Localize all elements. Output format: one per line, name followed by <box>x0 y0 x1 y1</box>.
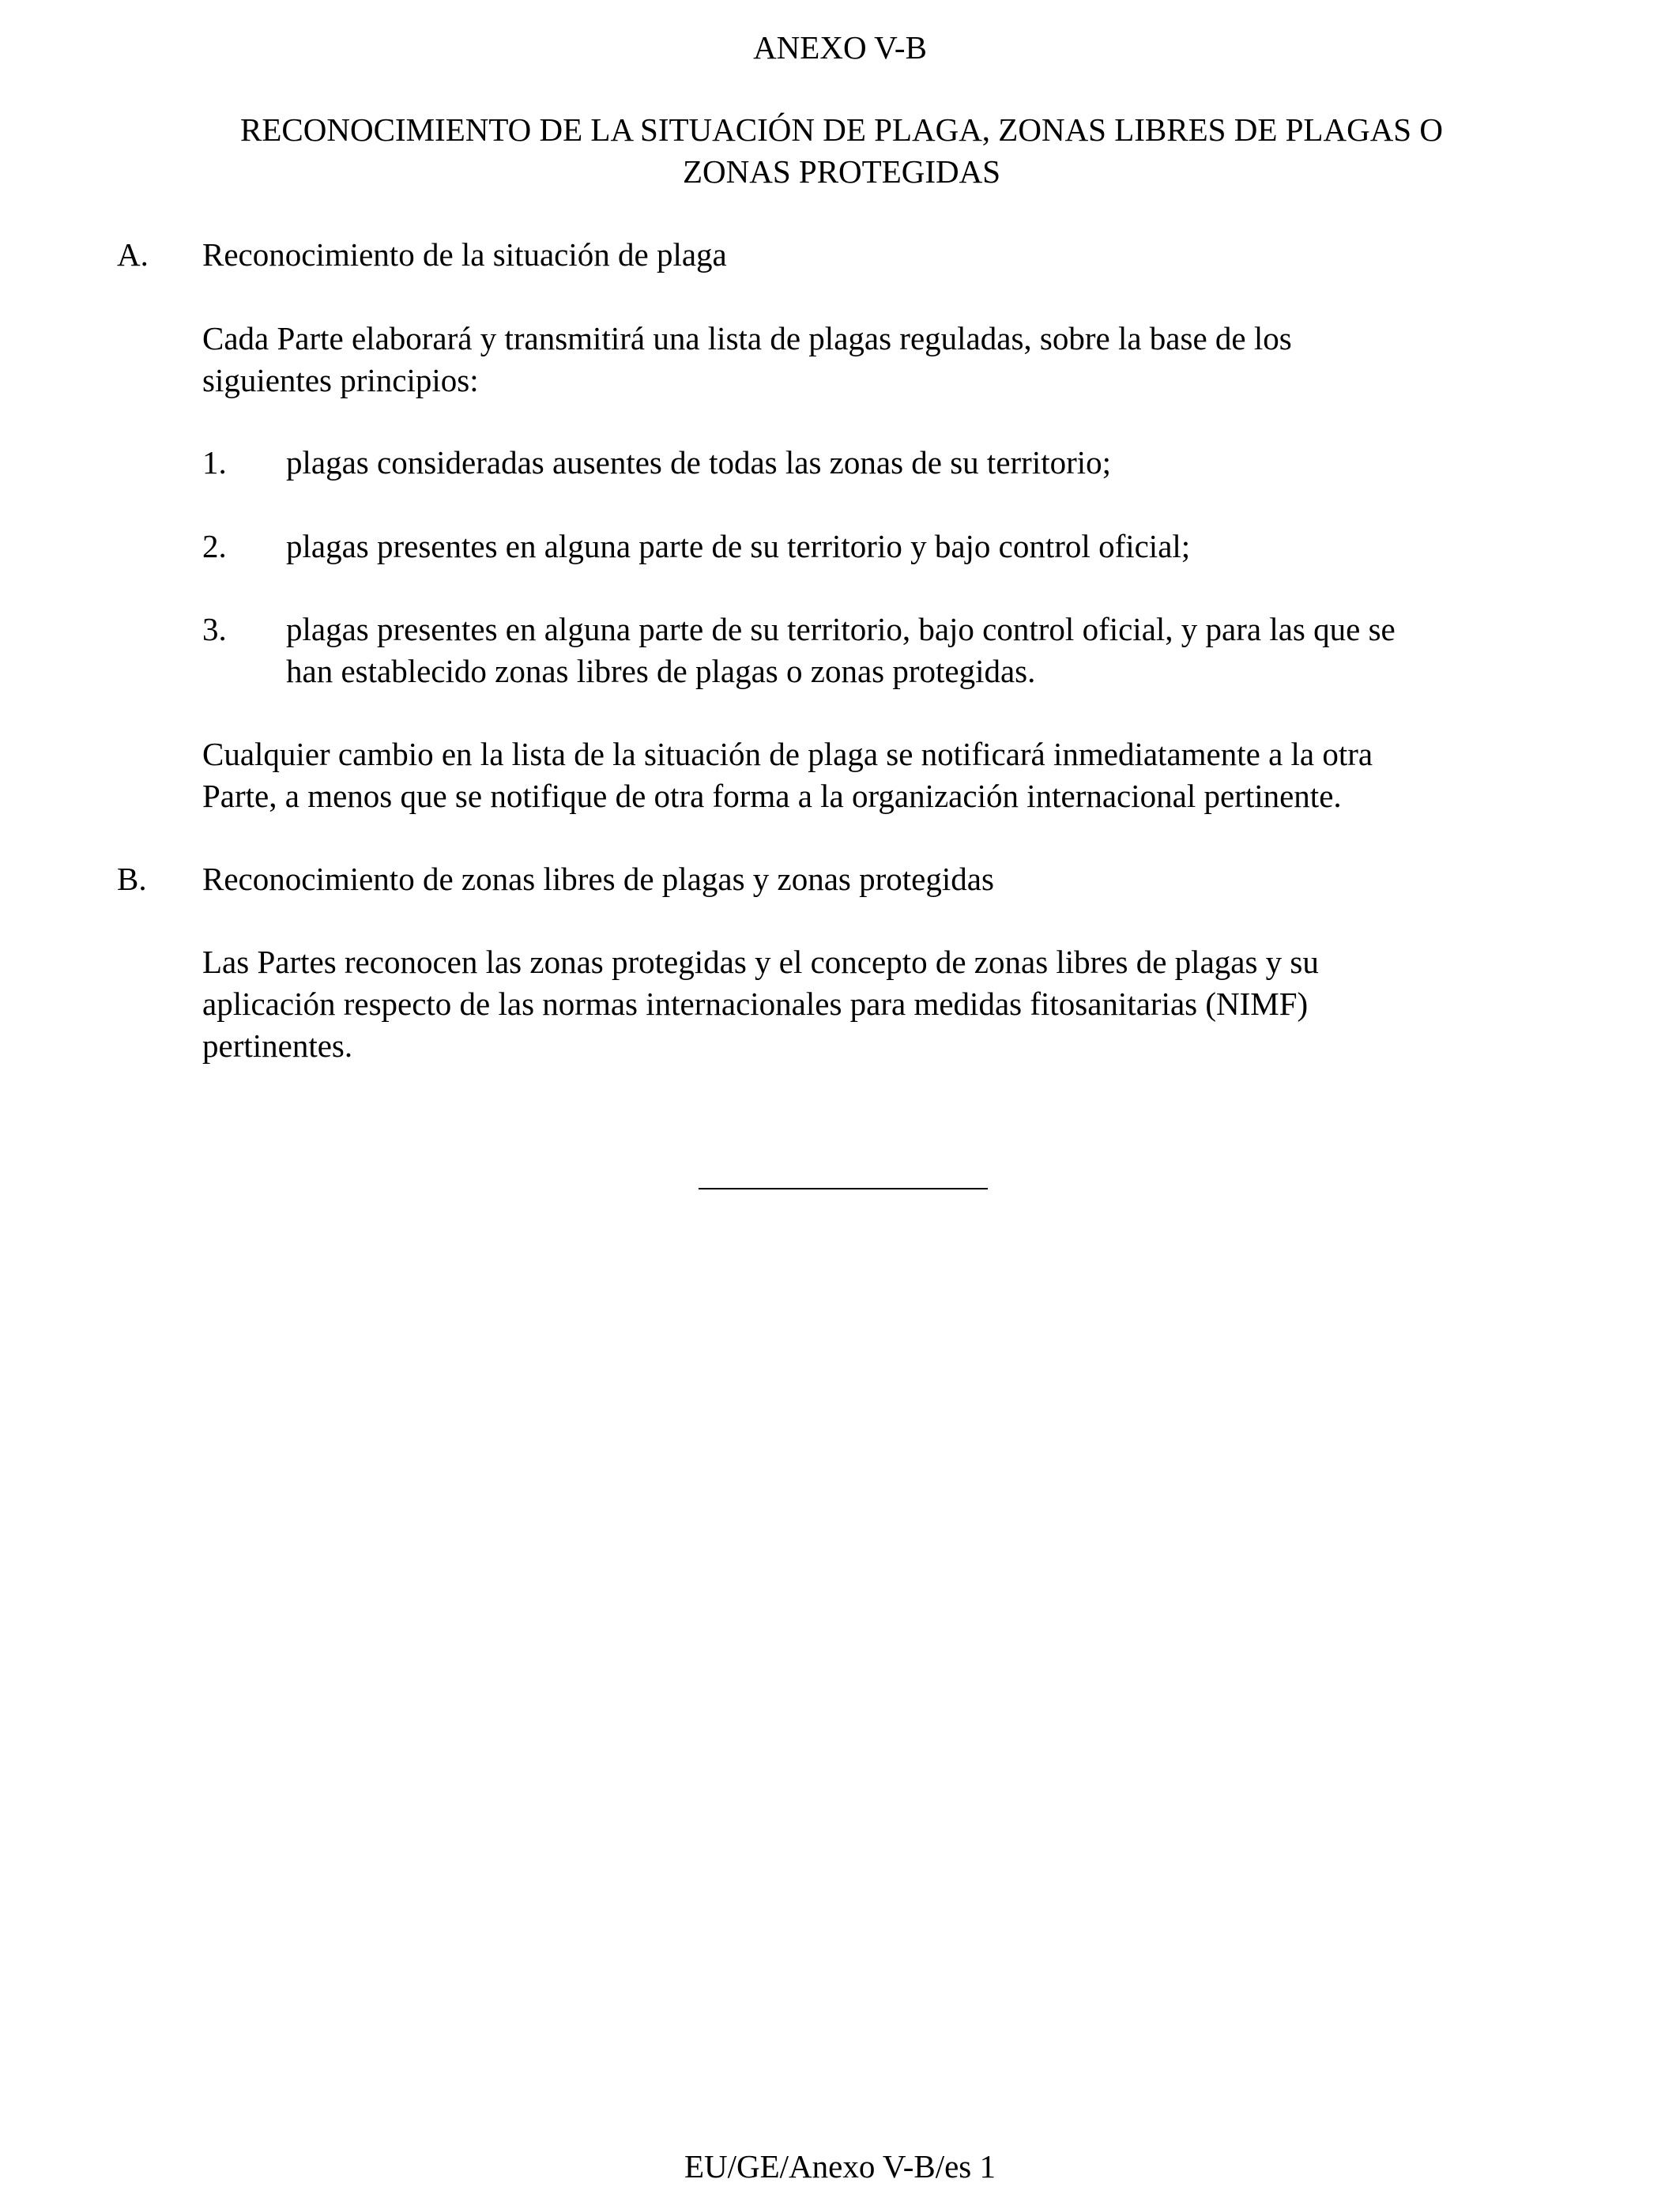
page-footer: EU/GE/Anexo V-B/es 1 <box>684 2148 996 2185</box>
section-heading: Reconocimiento de la situación de plaga <box>202 236 727 273</box>
paragraph-line: Parte, a menos que se notifique de otra forma a la organización internacional pertinente. <box>202 778 1342 814</box>
paragraph-line: siguientes principios: <box>202 362 479 398</box>
section-letter: A. <box>117 236 149 273</box>
list-item-text <box>286 442 1111 484</box>
list-item-number: 2. <box>202 528 227 564</box>
document-title-line: ZONAS PROTEGIDAS <box>682 153 1001 190</box>
annex-title: ANEXO V-B <box>753 29 927 66</box>
list-item-line: plagas consideradas ausentes de todas las zonas de su territorio; <box>286 444 1112 481</box>
section-letter: B. <box>117 861 147 897</box>
section-b-body <box>202 941 1546 1067</box>
paragraph-line: pertinentes. <box>202 1027 353 1064</box>
list-item-text <box>286 609 1396 692</box>
document-title-line: RECONOCIMIENTO DE LA SITUACIÓN DE PLAGA, ZONAS LIBRES DE PLAGAS O <box>240 111 1443 148</box>
paragraph-line: aplicación respecto de las normas internacionales para medidas fitosanitarias (NIMF) <box>202 986 1309 1022</box>
section-a-closing <box>202 733 1546 817</box>
paragraph-line: Cualquier cambio en la lista de la situación de plaga se notificará inmediatamente a la otra <box>202 736 1373 772</box>
list-item-line: plagas presentes en alguna parte de su territorio, bajo control oficial, y para las que se <box>286 611 1396 647</box>
section-a-intro <box>202 318 1546 401</box>
list-item-number: 3. <box>202 611 227 647</box>
end-separator-rule <box>699 1188 988 1189</box>
paragraph-line: Las Partes reconocen las zonas protegidas y el concepto de zonas libres de plagas y su <box>202 944 1319 980</box>
list-item-text <box>286 526 1190 567</box>
section-heading: Reconocimiento de zonas libres de plagas y zonas protegidas <box>202 861 994 897</box>
list-item-line: han establecido zonas libres de plagas o zonas protegidas. <box>286 653 1036 689</box>
list-item-line: plagas presentes en alguna parte de su territorio y bajo control oficial; <box>286 528 1191 564</box>
paragraph-line: Cada Parte elaborará y transmitirá una lista de plagas reguladas, sobre la base de los <box>202 320 1292 356</box>
document-title <box>150 109 1533 193</box>
list-item-number: 1. <box>202 444 227 481</box>
